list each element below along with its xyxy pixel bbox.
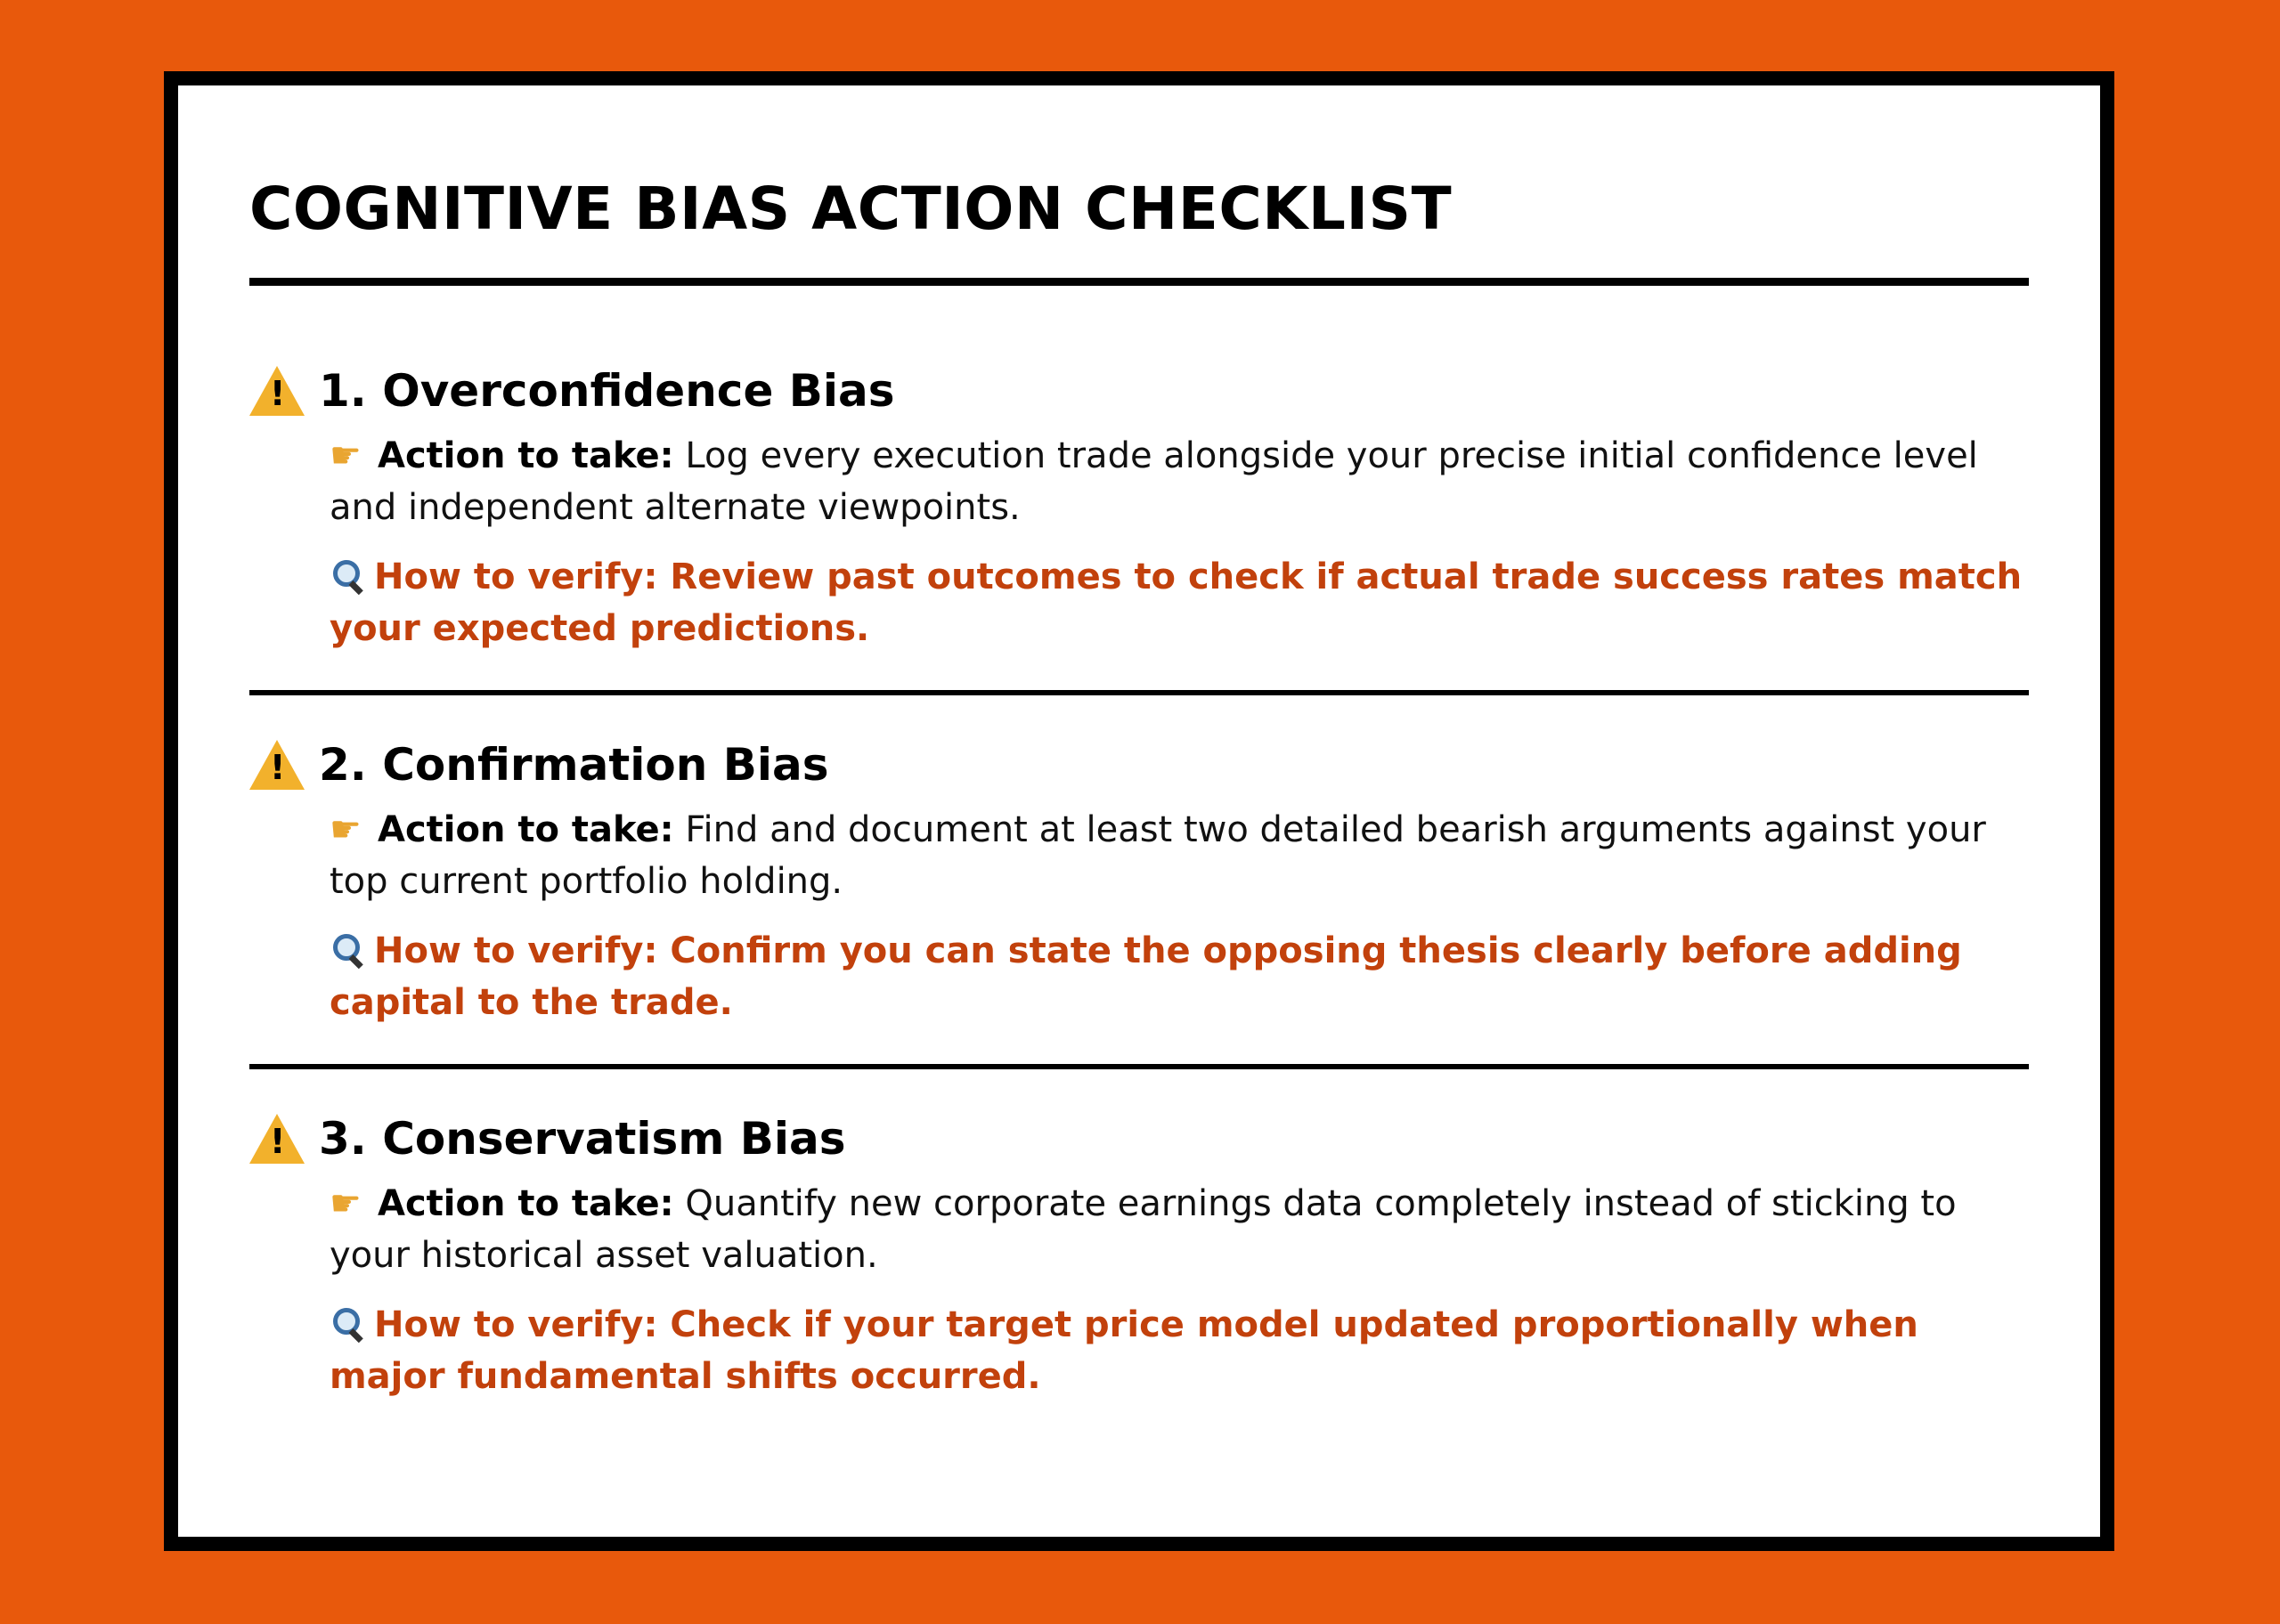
- section-divider: [249, 690, 2029, 695]
- checklist-card: [164, 71, 2114, 1551]
- pointing-hand-icon: ☛: [330, 809, 362, 850]
- verify-label: How to verify:: [374, 930, 658, 971]
- action-text: Find and document at least two detailed bearish arguments against your top current portfolio holding.: [330, 809, 1986, 902]
- section-divider: [249, 1064, 2029, 1069]
- page-title: COGNITIVE BIAS ACTION CHECKLIST: [249, 175, 1453, 243]
- verify-text: Review past outcomes to check if actual trade success rates match your expected predictions.: [330, 556, 2023, 649]
- warning-icon: [249, 1114, 305, 1164]
- warning-icon: [249, 740, 305, 790]
- bias-section-1: [249, 361, 2029, 695]
- action-item: [330, 1178, 2029, 1281]
- verify-text: Check if your target price model updated proportionally when major fundamental shifts occurred.: [330, 1304, 1918, 1397]
- action-item: [330, 804, 2029, 907]
- pointing-hand-icon: ☛: [330, 435, 362, 476]
- action-text: Quantify new corporate earnings data completely instead of sticking to your historical asset valuation.: [330, 1183, 1957, 1276]
- section-heading: [249, 361, 2029, 421]
- action-label: Action to take:: [378, 1183, 674, 1224]
- section-heading-text: 1. Overconfidence Bias: [319, 365, 895, 417]
- section-heading-text: 2. Confirmation Bias: [319, 739, 829, 791]
- bias-section-2: [249, 735, 2029, 1069]
- section-heading: [249, 735, 2029, 795]
- pointing-hand-icon: ☛: [330, 1183, 362, 1224]
- verify-item: [330, 551, 2029, 654]
- bias-section-3: [249, 1108, 2029, 1402]
- warning-icon: [249, 366, 305, 416]
- action-item: [330, 430, 2029, 533]
- action-label: Action to take:: [378, 435, 674, 476]
- verify-label: How to verify:: [374, 1304, 658, 1345]
- verify-item: [330, 1299, 2029, 1402]
- section-heading-text: 3. Conservatism Bias: [319, 1113, 846, 1165]
- title-divider: [249, 278, 2029, 286]
- action-label: Action to take:: [378, 809, 674, 850]
- section-heading: [249, 1108, 2029, 1169]
- magnifying-glass-icon: [330, 558, 363, 592]
- magnifying-glass-icon: [330, 1306, 363, 1340]
- magnifying-glass-icon: [330, 932, 363, 966]
- verify-item: [330, 925, 2029, 1028]
- verify-text: Confirm you can state the opposing thesis clearly before adding capital to the trade.: [330, 930, 1962, 1023]
- action-text: Log every execution trade alongside your precise initial confidence level and independent alternate viewpoints.: [330, 435, 1978, 528]
- verify-label: How to verify:: [374, 556, 658, 597]
